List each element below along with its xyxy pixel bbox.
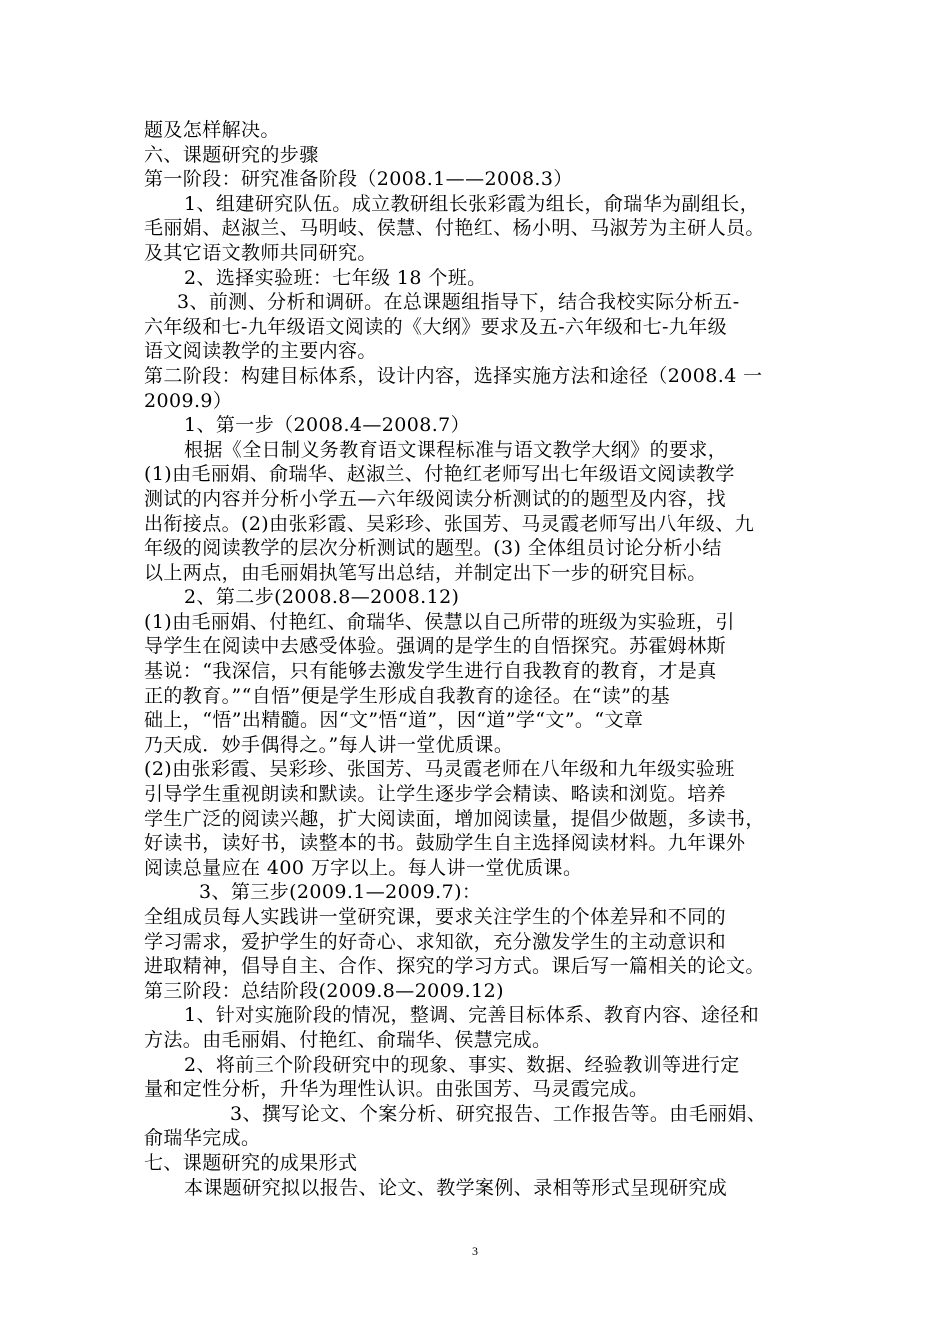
text-line: 测试的内容并分析小学五—六年级阅读分析测试的的题型及内容，找 [144,487,727,510]
text-line: 1、组建研究队伍。成立教研组长张彩霞为组长，俞瑞华为副组长， [184,192,760,215]
text-line: 进取精神，倡导自主、合作、探究的学习方式。课后写一篇相关的论文。 [144,955,765,978]
section-heading-outcomes: 七、课题研究的成果形式 [144,1151,358,1174]
text-line: 题及怎样解决。 [144,119,280,141]
text-line: 阅读总量应在 400 万字以上。每人讲一堂优质课。 [144,856,583,879]
text-line: 方法。由毛丽娟、付艳红、俞瑞华、侯慧完成。 [144,1028,552,1051]
text-line: 3、前测、分析和调研。在总课题组指导下，结合我校实际分析五- [177,291,740,314]
text-line: 年级的阅读教学的层次分析测试的题型。(3) 全体组员讨论分析小结 [144,537,722,560]
text-line: 3、撰写论文、个案分析、研究报告、工作报告等。由毛丽娟、 [230,1102,767,1125]
text-line: (1)由毛丽娟、俞瑞华、赵淑兰、付艳红老师写出七年级语文阅读教学 [144,463,735,486]
text-line: 2、选择实验班：七年级 18 个班。 [184,266,487,289]
step-heading-1: 1、第一步（2008.4—2008.7） [184,414,471,437]
text-line: 学生广泛的阅读兴趣，扩大阅读面，增加阅读量，提倡少做题，多读书， [144,807,765,830]
step-heading-3: 3、第三步(2009.1—2009.7)： [199,881,482,904]
text-line: 正的教育。”“自悟”便是学生形成自我教育的途径。在“读”的基 [144,684,671,707]
text-line: (1)由毛丽娟、付艳红、俞瑞华、侯慧以自己所带的班级为实验班，引 [144,610,735,633]
text-line: 乃天成．妙手偶得之。”每人讲一堂优质课。 [144,733,514,756]
text-line: 础上，“悟”出精髓。因“文”悟“道”，因“道”学“文”。“文章 [144,709,644,732]
text-line: 引导学生重视朗读和默读。让学生逐步学会精读、略读和浏览。培养 [144,783,727,806]
text-line: 好读书，读好书，读整本的书。鼓励学生自主选择阅读材料。九年课外 [144,832,746,855]
text-line: 量和定性分析，升华为理性认识。由张国芳、马灵霞完成。 [144,1078,649,1101]
text-line: 2、将前三个阶段研究中的现象、事实、数据、经验教训等进行定 [184,1053,740,1076]
text-line: 出衔接点。(2)由张彩霞、吴彩珍、张国芳、马灵霞老师写出八年级、九 [144,512,755,535]
stage-heading-2: 第二阶段：构建目标体系，设计内容，选择实施方法和途径（2008.4 一 [144,364,763,387]
step-heading-2: 2、第二步(2008.8—2008.12) [184,586,460,609]
text-line: 导学生在阅读中去感受体验。强调的是学生的自悟探究。苏霍姆林斯 [144,635,727,658]
text-line: 学习需求，爱护学生的好奇心、求知欲，充分激发学生的主动意识和 [144,930,727,953]
text-line: (2)由张彩霞、吴彩珍、张国芳、马灵霞老师在八年级和九年级实验班 [144,758,735,781]
text-line: 基说：“我深信，只有能够去激发学生进行自我教育的教育，才是真 [144,660,717,683]
text-line: 以上两点，由毛丽娟执笔写出总结，并制定出下一步的研究目标。 [144,561,707,584]
text-line: 本课题研究拟以报告、论文、教学案例、录相等形式呈现研究成 [184,1176,728,1199]
page-number: 3 [472,1244,478,1258]
text-line: 语文阅读教学的主要内容。 [144,340,377,363]
text-line: 俞瑞华完成。 [144,1127,261,1150]
section-heading-steps: 六、课题研究的步骤 [144,143,319,166]
stage-heading-1: 第一阶段：研究准备阶段（2008.1——2008.3） [144,168,573,191]
text-line: 毛丽娟、赵淑兰、马明岐、侯慧、付艳红、杨小明、马淑芳为主研人员。 [144,217,765,240]
text-line: 及其它语文教师共同研究。 [144,241,377,264]
text-line: 全组成员每人实践讲一堂研究课，要求关注学生的个体差异和不同的 [144,906,727,928]
text-line: 根据《全日制义务教育语文课程标准与语文教学大纲》的要求， [184,438,728,461]
text-line: 2009.9） [144,389,233,412]
text-line: 1、针对实施阶段的情况，整调、完善目标体系、教育内容、途径和 [184,1004,760,1027]
document-body [144,118,824,1200]
text-line: 六年级和七-九年级语文阅读的《大纲》要求及五-六年级和七-九年级 [144,315,728,338]
stage-heading-3: 第三阶段：总结阶段(2009.8—2009.12) [144,979,504,1002]
